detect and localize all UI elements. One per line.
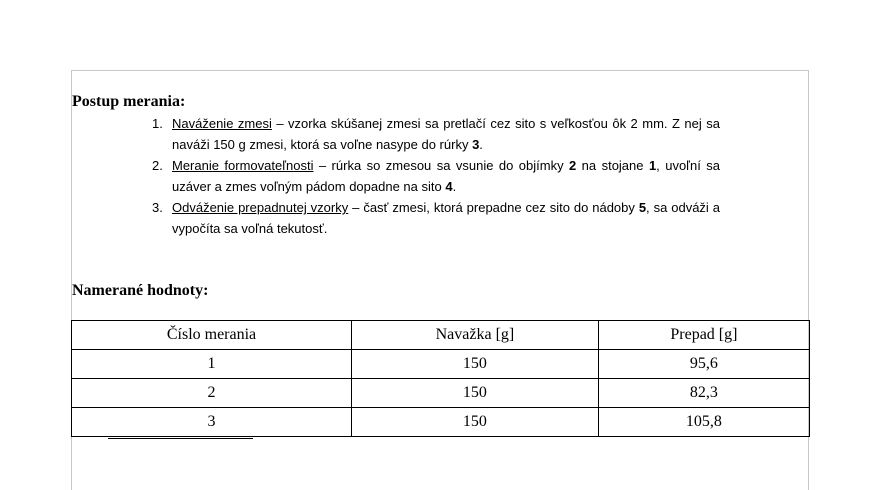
- values-heading: Namerané hodnoty:: [72, 282, 209, 299]
- procedure-steps: [152, 113, 720, 239]
- step-text: – časť zmesi, ktorá prepadne cez sito do nádoby: [348, 200, 639, 215]
- step-ref: 5: [638, 200, 647, 215]
- step-term: Odváženie prepadnutej vzorky: [172, 200, 349, 215]
- step-ref: 3: [472, 137, 480, 152]
- table-cell: 95,6: [598, 350, 809, 379]
- step-text: – vzorka skúšanej zmesi sa pretlačí cez sito s veľkosťou ôk 2 mm. Z nej sa naváži 150 g zmesi, ktorá sa voľne nasype do rúrky: [172, 116, 720, 152]
- table-row: [72, 379, 810, 408]
- table-cell: 150: [352, 350, 599, 379]
- table-cell: 105,8: [598, 408, 809, 437]
- step-number: 3.: [152, 200, 163, 215]
- measurements-table: [71, 320, 810, 437]
- step-ref: 4: [445, 179, 453, 194]
- step-number: 2.: [152, 158, 163, 173]
- step-text-tail: .: [452, 179, 457, 194]
- list-item: [152, 155, 720, 197]
- step-term: Meranie formovateľnosti: [172, 158, 314, 173]
- table-cell: 150: [352, 379, 599, 408]
- step-text: – rúrka so zmesou sa vsunie do objímky: [313, 158, 570, 173]
- column-header: Prepad [g]: [598, 321, 809, 350]
- step-text-tail: .: [479, 137, 483, 152]
- step-ref: 2: [569, 158, 577, 173]
- step-text-tail: na stojane: [576, 158, 649, 173]
- column-header: Navažka [g]: [352, 321, 599, 350]
- table-cell: 1: [72, 350, 352, 379]
- table-cell: 2: [72, 379, 352, 408]
- table-header-row: [72, 321, 810, 350]
- procedure-heading: Postup merania:: [72, 93, 186, 110]
- step-text-tail: , uvoľní sa uzáver a zmes voľným pádom dopadne na sito: [172, 158, 720, 194]
- table-cell: 150: [352, 408, 599, 437]
- table-row: [72, 408, 810, 437]
- table-cell: 3: [72, 408, 352, 437]
- list-item: [152, 197, 720, 239]
- list-item: [152, 113, 720, 155]
- table-cell: 82,3: [598, 379, 809, 408]
- step-text-tail: , sa odváži a vypočíta sa voľná tekutosť.: [172, 200, 720, 236]
- step-number: 1.: [152, 116, 163, 131]
- table-row: [72, 350, 810, 379]
- column-header: Číslo merania: [72, 321, 352, 350]
- step-term: Naváženie zmesi: [172, 116, 272, 131]
- divider: [108, 438, 253, 439]
- step-ref: 1: [648, 158, 657, 173]
